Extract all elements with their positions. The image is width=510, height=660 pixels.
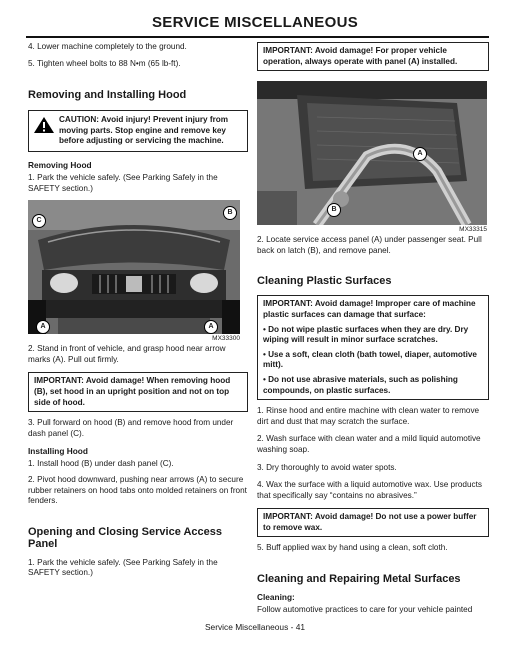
callout-a-right: A [204, 320, 218, 334]
page-footer: Service Miscellaneous - 41 [204, 622, 306, 632]
hood-photo-illustration [28, 200, 240, 334]
step-tighten-bolts: 5. Tighten wheel bolts to 88 N•m (65 lb-ft). [28, 58, 181, 68]
right-column [257, 42, 489, 623]
plastic-bullet-2: • Use a soft, clean cloth (bath towel, diaper, automotive mitt). [263, 349, 477, 370]
important-power-buffer-box [257, 508, 489, 537]
installing-step-2: 2. Pivot hood downward, pushing near arrows (A) to secure rubber retainers on hood tabs onto molded retainers on front fenders. [28, 474, 247, 506]
figure-label-mx33315: MX33315 [459, 226, 487, 234]
plastic-step-4: 4. Wax the surface with a liquid automotive wax. Use products that specifically say “contains no abrasives.” [257, 480, 482, 500]
important-plastic-text: IMPORTANT: Avoid damage! Improper care of machine plastic surfaces can damage that surface: [263, 299, 476, 319]
heading-cleaning: Cleaning: [257, 592, 295, 603]
page-title: SERVICE MISCELLANEOUS [151, 14, 359, 31]
warning-icon [33, 116, 55, 134]
step-lower-machine: 4. Lower machine completely to the ground. [28, 42, 187, 51]
removing-step-1: 1. Park the vehicle safely. (See Parking Safely in the SAFETY section.) [28, 172, 218, 193]
removing-step-2: 2. Stand in front of vehicle, and grasp hood near arrow marks (A). Pull out firmly. [28, 344, 226, 364]
heading-hood: Removing and Installing Hood [28, 89, 187, 102]
plastic-step-1: 1. Rinse hood and entire machine with clean water to remove dirt and dust that may scratch the surface. [257, 406, 480, 426]
heading-installing-hood: Installing Hood [28, 446, 88, 457]
access-step-2: 2. Locate service access panel (A) under passenger seat. Pull back on latch (B), and remove panel. [257, 235, 482, 255]
hood-photo [28, 200, 240, 334]
access-panel-illustration [257, 81, 487, 225]
important-hood-text: IMPORTANT: Avoid damage! When removing hood (B), set hood in an upright position and not on top side of hood. [34, 376, 231, 407]
removing-step-3: 3. Pull forward on hood (B) and remove hood from under dash panel (C). [28, 418, 234, 438]
callout-a-left: A [36, 320, 50, 334]
figure-label-mx33300: MX33300 [212, 335, 240, 343]
installing-step-1: 1. Install hood (B) under dash panel (C). [28, 459, 174, 469]
plastic-bullet-3: • Do not use abrasive materials, such as polishing compounds, on plastic surfaces. [263, 374, 458, 395]
title-divider [26, 36, 489, 38]
important-operation-box [257, 42, 489, 71]
heading-access-panel: Opening and Closing Service Access Panel [28, 525, 222, 550]
metal-text: Follow automotive practices to care for your vehicle painted [257, 605, 473, 615]
callout-b: B [327, 203, 341, 217]
caution-text: CAUTION: Avoid injury! Prevent injury from moving parts. Stop engine and remove key before adjusting or servicing the machine. [59, 115, 229, 146]
important-plastic-box [257, 295, 489, 400]
important-hood-box [28, 372, 248, 412]
plastic-bullet-1: • Do not wipe plastic surfaces when they are dry. Dry wiping will result in minor surface scratches. [263, 324, 469, 345]
plastic-step-5: 5. Buff applied wax by hand using a clean, soft cloth. [257, 543, 448, 553]
access-step-1: 1. Park the vehicle safely. (See Parking Safely in the SAFETY section.) [28, 557, 218, 578]
left-column [28, 42, 248, 586]
callout-a: A [413, 147, 427, 161]
important-power-buffer-text: IMPORTANT: Avoid damage! Do not use a power buffer to remove wax. [263, 512, 477, 532]
callout-b: B [223, 206, 237, 220]
heading-metal: Cleaning and Repairing Metal Surfaces [257, 573, 461, 586]
heading-removing-hood: Removing Hood [28, 159, 92, 170]
heading-plastic: Cleaning Plastic Surfaces [257, 275, 392, 288]
important-operation-text: IMPORTANT: Avoid damage! For proper vehicle operation, always operate with panel (A) installed. [263, 46, 458, 66]
access-panel-photo [257, 81, 487, 225]
plastic-step-2: 2. Wash surface with clean water and a mild liquid automotive washing soap. [257, 434, 481, 454]
callout-c: C [32, 214, 46, 228]
caution-box [28, 110, 248, 152]
plastic-step-3: 3. Dry thoroughly to avoid water spots. [257, 462, 397, 472]
